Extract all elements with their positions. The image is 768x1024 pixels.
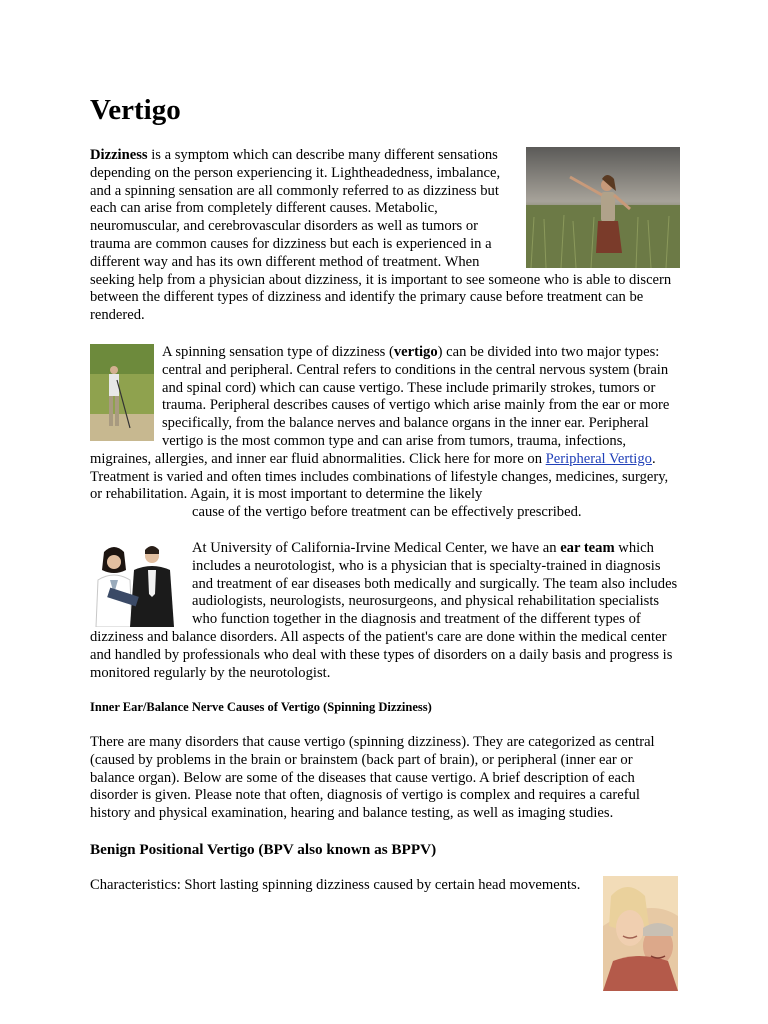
team-text-after: which includes a neurotologist, who is a physician that is specialty-trained in diagnosis and treatment of ear diseases both medically and surgically. The team also includes audiologists, neurologists, neurosurgeons, and physical rehabilitation specialists who function together in the diagnosis and treatment of the different types of dizziness and balance disorders. All aspects of the patient's care are done within the medical center and handled by professionals who deal with these types of disorders on a daily basis and progress is monitored regularly by the neurotologist.	[90, 540, 678, 681]
disorders-paragraph: There are many disorders that cause vertigo (spinning dizziness). They are categorized as central (caused by problems in the brain or brainstem (back part of brain), or peripheral (inner ear or balance organ). Below are some of the diseases that cause vertigo. A brief description of each disorder is given. Please note that often, diagnosis of vertigo is complex and requires a careful history and physical examination, hearing and balance testing, as well as imaging studies.	[90, 734, 655, 822]
team-bold-ear-team: ear team	[560, 540, 615, 556]
smiling-couple-photo	[603, 876, 678, 991]
types-text-before: A spinning sensation type of dizziness (	[162, 344, 394, 360]
types-text-after-link: . Treatment is varied and often times includes combinations of lifestyle changes, medicines, surgery, or rehabilitation. Again, it is most important to determine the likely	[90, 450, 669, 503]
types-text-after: ) can be divided into two major types: central and peripheral. Central refers to conditions in the central nervous system (brain and spinal cord) which can cause vertigo. These include primarily strokes, tumors or trauma. Peripheral describes causes of vertigo which arise mainly from the ear or more specifically, from the balance nerves and balance organs in the inner ear. Peripheral vertigo is the most common type and can arise from tumors, trauma, infections, migraines, allergies, and inner ear fluid abnormalities. Click here for more on	[90, 344, 670, 467]
bpv-characteristics: Characteristics: Short lasting spinning dizziness caused by certain head movements.	[90, 877, 581, 893]
golfer-photo	[90, 344, 154, 441]
team-text-before: At University of California-Irvine Medical Center, we have an	[192, 540, 561, 556]
intro-lead-word: Dizziness	[90, 147, 148, 163]
ear-team-paragraph	[90, 540, 680, 682]
section-heading-inner-ear: Inner Ear/Balance Nerve Causes of Vertigo (Spinning Dizziness)	[90, 700, 432, 714]
intro-paragraph	[90, 147, 680, 325]
doctors-photo	[90, 540, 184, 627]
intro-text: is a symptom which can describe many different sensations depending on the person experiencing it. Lightheadedness, imbalance, and a spinning sensation are all commonly referred to as dizziness but each can arise from completely different causes. Metabolic, neuromuscular, and cerebrovascular disorders as well as tumors or trauma are common causes for dizziness but each is experienced in a different way and has its own different method of treatment. When seeking help from a physician about dizziness, it is important to see someone who is able to discern between the different types of dizziness and identify the primary cause before treatment can be rendered.	[90, 147, 672, 324]
woman-in-field-photo	[526, 147, 680, 268]
types-bold-vertigo: vertigo	[393, 344, 438, 360]
peripheral-vertigo-link[interactable]: Peripheral Vertigo	[545, 450, 652, 467]
vertigo-types-paragraph	[90, 344, 680, 522]
bpv-heading: Benign Positional Vertigo (BPV also known as BPPV)	[90, 841, 437, 858]
types-last-line: cause of the vertigo before treatment can be effectively prescribed.	[192, 504, 582, 521]
page-title: Vertigo	[90, 94, 181, 126]
